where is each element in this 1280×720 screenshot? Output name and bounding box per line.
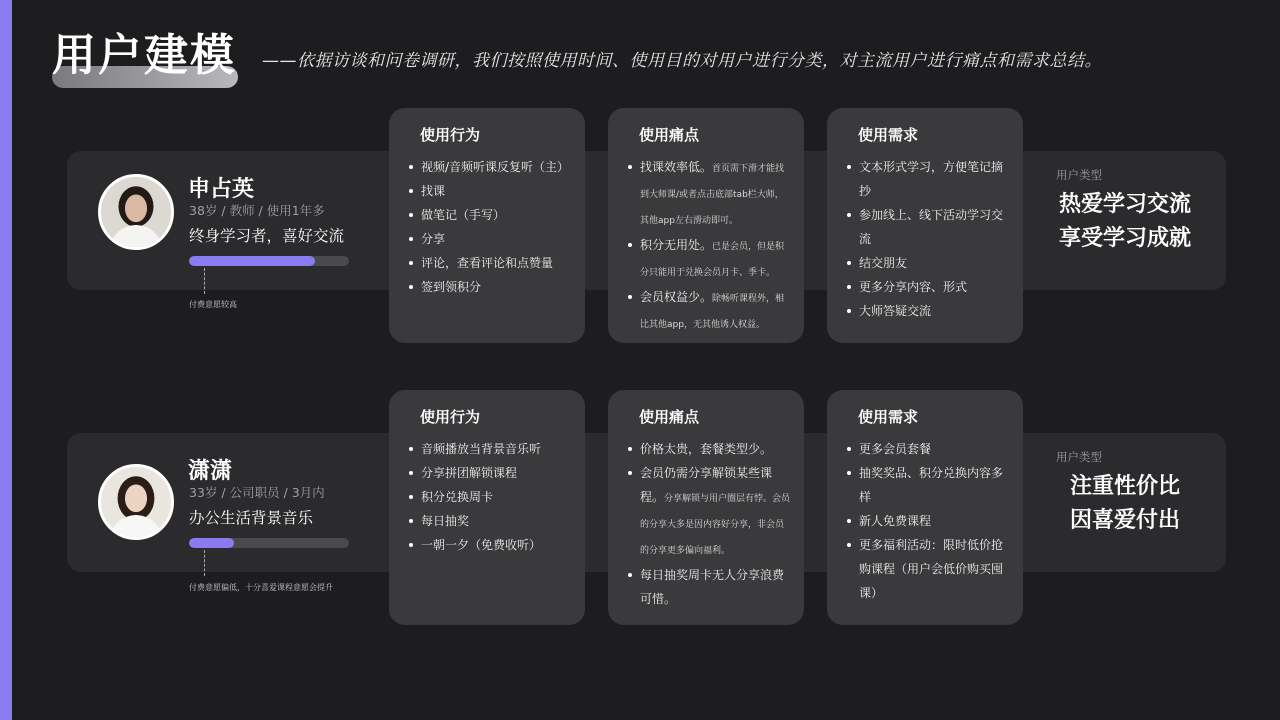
- page-title: 用户建模: [52, 30, 236, 81]
- avatar: [98, 464, 174, 540]
- list-item: 文本形式学习，方便笔记摘抄: [845, 155, 1011, 203]
- list-item: 结交朋友: [845, 251, 1011, 275]
- list-item: 音频播放当背景音乐听: [407, 437, 573, 461]
- pain-point-detail: 分享解锁与用户圈层有悖。会员的分享大多是因内容好分享，非会员的分享更多偏向福利。: [640, 494, 791, 556]
- user-type-label: 用户类型: [1056, 168, 1102, 182]
- list-item: 更多会员套餐: [845, 437, 1011, 461]
- list-item: 签到领积分: [407, 275, 573, 299]
- page-header: [52, 26, 236, 86]
- pain-point-detail: 首页需下滑才能找到大师课/或者点击底部tab栏大师，其他app左右滑动即可。: [640, 164, 785, 226]
- card-title: 使用痛点: [639, 408, 700, 426]
- persona-tag: 终身学习者，喜好交流: [189, 227, 345, 245]
- pain-point-main: 积分无用处。: [640, 238, 713, 252]
- avatar: [98, 174, 174, 250]
- behavior-list: [407, 437, 573, 557]
- list-item: 分享拼团解锁课程: [407, 461, 573, 485]
- card-title: 使用需求: [858, 126, 919, 144]
- pain-point-main: 找课效率低。: [640, 160, 713, 174]
- list-item: 每日抽奖: [407, 509, 573, 533]
- user-type-line: 注重性价比: [1069, 474, 1180, 499]
- list-item: [626, 437, 792, 461]
- page-subtitle: ——依据访谈和问卷调研，我们按照使用时间、使用目的对用户进行分类，对主流用户进行痛点和需求总结。: [262, 51, 1102, 71]
- pain-point-detail: 除畅听课程外，相比其他app，无其他诱人权益。: [640, 294, 785, 330]
- list-item: [626, 285, 792, 337]
- pain-card: [608, 390, 804, 625]
- persona-meta: 33岁 / 公司职员 / 3月内: [189, 485, 325, 500]
- behavior-card: [389, 108, 585, 343]
- persona-name: 潇潇: [188, 459, 233, 484]
- willingness-bar: [189, 538, 349, 548]
- willingness-connector: [204, 268, 205, 294]
- list-item: 更多分享内容、形式: [845, 275, 1011, 299]
- willingness-bar: [189, 256, 349, 266]
- needs-list: [845, 437, 1011, 605]
- pain-list: [626, 155, 792, 337]
- list-item: 新人免费课程: [845, 509, 1011, 533]
- list-item: [626, 233, 792, 285]
- list-item: 更多福利活动：限时低价抢购课程（用户会低价购买囤课）: [845, 533, 1011, 605]
- list-item: 分享: [407, 227, 573, 251]
- needs-card: [827, 390, 1023, 625]
- willingness-bar-fill: [189, 256, 315, 266]
- card-title: 使用行为: [420, 408, 481, 426]
- pain-card: [608, 108, 804, 343]
- list-item: [626, 155, 792, 233]
- willingness-note: 付费意愿较高: [189, 300, 237, 309]
- list-item: 参加线上、线下活动学习交流: [845, 203, 1011, 251]
- user-type-line: 热爱学习交流: [1058, 192, 1191, 217]
- card-title: 使用痛点: [639, 126, 700, 144]
- needs-card: [827, 108, 1023, 343]
- user-type-label: 用户类型: [1056, 450, 1102, 464]
- pain-point-main: 价格太贵，套餐类型少。: [640, 442, 773, 456]
- list-item: 视频/音频听课反复听（主）: [407, 155, 573, 179]
- list-item: 大师答疑交流: [845, 299, 1011, 323]
- pain-point-main: 会员权益少。: [640, 290, 713, 304]
- pain-point-main: 会员仍需分享解锁某些课程。: [640, 466, 773, 504]
- list-item: [626, 461, 792, 563]
- persona-name: 申占英: [188, 177, 255, 202]
- willingness-bar-fill: [189, 538, 234, 548]
- list-item: 评论，查看评论和点赞量: [407, 251, 573, 275]
- persona-meta: 38岁 / 教师 / 使用1年多: [189, 203, 325, 218]
- list-item: 积分兑换周卡: [407, 485, 573, 509]
- pain-point-main: 每日抽奖周卡无人分享浪费可惜。: [640, 568, 785, 606]
- accent-bar: [0, 0, 12, 720]
- behavior-list: [407, 155, 573, 299]
- needs-list: [845, 155, 1011, 323]
- user-type-line: 因喜爱付出: [1069, 508, 1180, 533]
- list-item: 抽奖奖品、积分兑换内容多样: [845, 461, 1011, 509]
- card-title: 使用行为: [420, 126, 481, 144]
- persona-tag: 办公生活背景音乐: [189, 509, 314, 527]
- behavior-card: [389, 390, 585, 625]
- card-title: 使用需求: [858, 408, 919, 426]
- list-item: 一朝一夕（免费收听）: [407, 533, 573, 557]
- pain-list: [626, 437, 792, 611]
- list-item: [626, 563, 792, 611]
- willingness-note: 付费意愿偏低，十分喜爱课程意愿会提升: [189, 583, 333, 592]
- list-item: 找课: [407, 179, 573, 203]
- list-item: 做笔记（手写）: [407, 203, 573, 227]
- pain-point-detail: 已是会员，但是积分只能用于兑换会员月卡、季卡。: [640, 242, 785, 278]
- user-type-line: 享受学习成就: [1058, 226, 1191, 251]
- willingness-connector: [204, 550, 205, 576]
